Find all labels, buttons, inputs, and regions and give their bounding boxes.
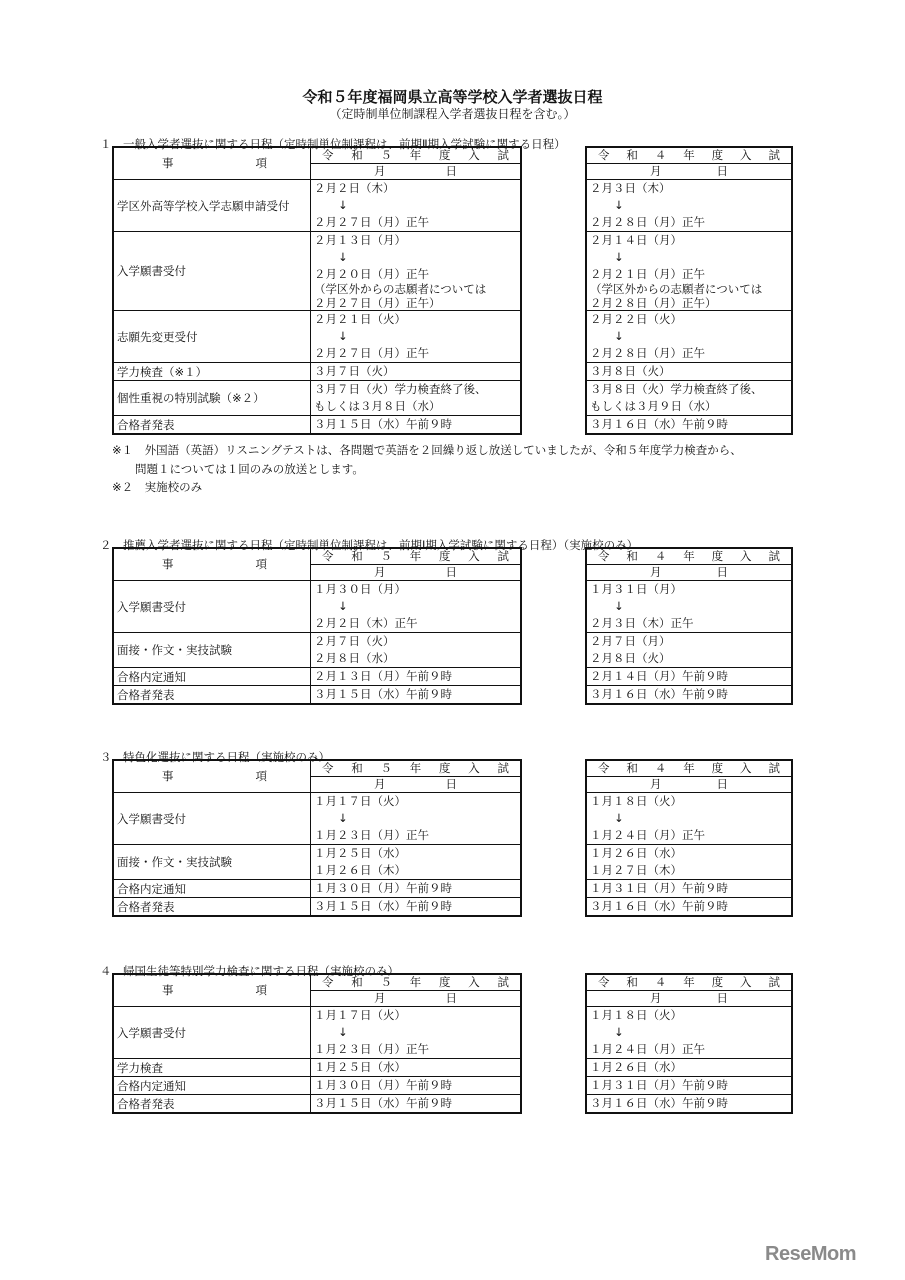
header-char: 入 [468,761,480,775]
table-row [113,1095,521,1114]
date-line: ２月３日（木） [590,181,671,195]
header-item [113,548,311,581]
date-line: ２月２２日（火） [590,312,682,326]
table-row [586,880,792,898]
date-line: １月３０日（月）午前９時 [314,881,452,895]
r4-dates [586,845,792,880]
header-char: 日 [445,777,457,791]
item-label: 面接・作文・実技試験 [113,845,311,880]
item-label: 面接・作文・実技試験 [113,633,311,668]
date-line: ３月７日（火）学力検査終了後、 [314,382,487,396]
r4-dates [586,793,792,845]
header-month-day [590,565,788,580]
header-char: 事 [162,557,174,571]
date-line: １月２６日（木） [314,863,406,877]
date-line: １月２４日（月）正午 [590,828,705,842]
header-char: 日 [716,991,728,1005]
header-char: 令 [598,975,610,989]
date-line: １月２３日（月）正午 [314,1042,429,1056]
date-line: ３月１６日（水）午前９時 [590,687,728,701]
table-row [586,232,792,311]
r4-dates [586,686,792,705]
table-row [113,311,521,363]
date-line: ２月３日（木）正午 [590,616,694,630]
item-label: 合格内定通知 [113,668,311,686]
header-char: 令 [322,549,334,563]
header-char: 度 [439,975,451,989]
r4-dates [586,311,792,363]
r4-dates [586,880,792,898]
header-char: 入 [468,975,480,989]
header-r4 [590,549,788,564]
header-char: 令 [598,761,610,775]
table-row [586,845,792,880]
date-line: １月１８日（火） [590,794,682,808]
table-row [113,1059,521,1077]
header-char: 度 [711,148,724,162]
header-char: 年 [683,148,695,162]
date-line: ２月２７日（月）正午） [314,295,441,310]
date-line: １月２３日（月）正午 [314,828,429,842]
table-row [113,845,521,880]
table-row [113,686,521,705]
r5-dates [311,1077,522,1095]
page-title: 令和５年度福岡県立高等学校入学者選抜日程 [302,88,603,106]
date-line: ２月１４日（月）午前９時 [590,669,728,683]
arrow-down-icon: ↓ [338,599,348,613]
header-char: 日 [445,991,457,1005]
r5-dates [311,1007,522,1059]
header-char: 月 [650,991,662,1005]
header-char: 度 [439,148,451,162]
header-char: ４ [654,148,667,162]
r4-dates [586,668,792,686]
item-label: 志願先変更受付 [113,311,311,363]
header-char: 日 [716,164,728,178]
header-char: 事 [162,983,174,997]
header-item [113,974,311,1007]
table-row [586,1059,792,1077]
table-row [113,1007,521,1059]
date-line: １月２５日（水） [314,1060,406,1074]
header-char: 和 [351,148,363,162]
r5-dates [311,668,522,686]
schedule-table-r5 [112,759,522,917]
header-char: 事 [162,769,174,783]
header-r4 [590,761,788,776]
header-char: 入 [740,975,752,989]
header-char: 月 [374,777,386,791]
header-char: 試 [497,549,509,563]
date-line: ３月８日（火） [590,364,671,378]
r5-dates [311,416,522,435]
date-line: １月２６日（水） [590,1060,682,1074]
header-char: 和 [351,975,363,989]
header-char: 試 [497,761,509,775]
section-title: ４ 帰国生徒等特別学力検査に関する日程（実施校のみ） [100,964,399,978]
date-line: ２月１３日（月）午前９時 [314,669,452,683]
date-line: １月３１日（月）午前９時 [590,881,728,895]
footnotes [112,441,742,497]
item-label: 合格者発表 [113,1095,311,1114]
header-month-day [590,777,788,792]
header-char: 試 [768,761,780,775]
header-char: 月 [650,565,662,579]
header-month-day [314,565,517,580]
date-line: １月３０日（月）午前９時 [314,1078,452,1092]
r4-dates [586,381,792,416]
header-r4 [590,148,788,163]
arrow-down-icon: ↓ [338,1025,348,1039]
item-label: 合格内定通知 [113,880,311,898]
table-row [113,363,521,381]
header-item [113,147,311,180]
date-line: ２月８日（水） [314,651,395,665]
date-line: もしくは３月９日（水） [590,399,717,413]
page-subtitle: （定時制単位制課程入学者選抜日程を含む。） [329,107,576,121]
schedule-table-r5 [112,547,522,705]
date-line: １月１７日（火） [314,1008,406,1022]
schedule-table-r4 [585,973,793,1114]
date-line: ２月２８日（月）正午） [590,295,717,310]
r4-dates [586,1007,792,1059]
r4-dates [586,1059,792,1077]
date-line: ２月８日（火） [590,651,671,665]
header-r5 [314,975,517,990]
item-label: 学力検査（※１） [113,363,311,381]
header-char: 試 [768,148,780,162]
date-line: ３月１５日（水）午前９時 [314,899,452,913]
schedule-table-r4 [585,146,793,435]
item-label: 合格者発表 [113,898,311,917]
r5-dates [311,686,522,705]
header-char: ５ [380,148,392,162]
header-char: 試 [497,148,509,162]
date-line: （学区外からの志願者については [590,282,763,296]
date-line: １月３１日（月） [590,582,682,596]
date-line: ２月２７日（月）正午 [314,215,429,229]
header-char: 度 [711,761,724,775]
header-char: 試 [497,975,509,989]
date-line: ３月１６日（水）午前９時 [590,899,728,913]
footnote: ※１ 外国語（英語）リスニングテストは、各問題で英語を２回繰り返し放送していましたが、令和５年度学力検査から、 [112,443,742,457]
header-char: 度 [711,549,724,563]
date-line: １月２５日（水） [314,846,406,860]
table-row [113,793,521,845]
item-label: 入学願書受付 [113,793,311,845]
header-char: 和 [351,761,363,775]
r4-dates [586,180,792,232]
table-row [113,880,521,898]
table-row [113,633,521,668]
header-char: 年 [409,761,422,775]
date-line: ２月１３日（月） [314,233,406,247]
r4-dates [586,232,792,311]
arrow-down-icon: ↓ [614,198,624,212]
r5-dates [311,581,522,633]
date-line: ２月２８日（月）正午 [590,215,705,229]
header-char: 入 [740,549,752,563]
header-r4 [590,975,788,990]
r5-dates [311,880,522,898]
arrow-down-icon: ↓ [338,198,348,212]
header-char: ４ [654,549,667,563]
arrow-down-icon: ↓ [338,811,348,825]
header-char: 和 [351,549,363,563]
header-month-day [314,991,517,1006]
table-row [113,581,521,633]
r5-dates [311,1095,522,1114]
r5-dates [311,793,522,845]
schedule-table-r5 [112,146,522,435]
date-line: ２月２７日（月）正午 [314,346,429,360]
r5-dates [311,381,522,416]
table-row [586,363,792,381]
header-char: 試 [768,549,780,563]
header-char: ５ [380,761,392,775]
header-char: 事 [162,156,174,170]
r5-dates [311,232,522,311]
header-char: 和 [626,148,638,162]
header-char: 年 [409,148,422,162]
item-label: 合格者発表 [113,686,311,705]
item-label: 学区外高等学校入学志願申請受付 [113,180,311,232]
section-title: １ 一般入学者選抜に関する日程（定時制単位制課程は、前期Ⅱ期入学試験に関する日程） [100,137,566,151]
header-char: 令 [598,148,610,162]
item-label: 入学願書受付 [113,232,311,311]
date-line: ２月２日（木） [314,181,395,195]
table-row [113,416,521,435]
header-char: 項 [255,156,267,170]
header-char: 和 [626,761,638,775]
date-line: ２月７日（火） [314,634,395,648]
table-row [586,668,792,686]
r4-dates [586,416,792,435]
header-char: 月 [650,777,662,791]
table-row [586,793,792,845]
arrow-down-icon: ↓ [338,250,348,264]
table-row [586,633,792,668]
item-label: 入学願書受付 [113,581,311,633]
footnote: ※２ 実施校のみ [112,480,203,494]
r4-dates [586,363,792,381]
date-line: １月１７日（火） [314,794,406,808]
date-line: ３月１５日（水）午前９時 [314,1096,452,1110]
r4-dates [586,633,792,668]
schedule-table-r4 [585,547,793,705]
header-char: 和 [626,549,638,563]
date-line: ２月７日（月） [590,634,671,648]
item-label: 学力検査 [113,1059,311,1077]
header-char: 年 [409,549,422,563]
arrow-down-icon: ↓ [338,329,348,343]
header-char: 日 [445,164,457,178]
header-char: 入 [468,549,480,563]
table-row [586,581,792,633]
table-row [113,898,521,917]
header-char: ５ [380,975,392,989]
header-char: 年 [409,975,422,989]
header-char: 令 [322,148,334,162]
date-line: １月２７日（木） [590,863,682,877]
table-row [586,416,792,435]
item-label: 個性重視の特別試験（※２） [113,381,311,416]
date-line: もしくは３月８日（水） [314,399,441,413]
date-line: ２月２８日（月）正午 [590,346,705,360]
date-line: ２月２日（木）正午 [314,616,418,630]
date-line: ３月７日（火） [314,364,395,378]
header-month-day [314,777,517,792]
arrow-down-icon: ↓ [614,250,624,264]
date-line: ２月２１日（月）正午 [590,267,705,281]
table-row [113,1077,521,1095]
header-r5 [314,761,517,776]
table-row [586,686,792,705]
header-char: 日 [716,777,728,791]
resemom-logo: ReseMom [765,1243,856,1265]
item-label: 入学願書受付 [113,1007,311,1059]
schedule-table-r5 [112,973,522,1114]
header-char: 度 [439,549,451,563]
table-row [586,381,792,416]
header-month-day [590,991,788,1006]
header-char: 年 [683,761,695,775]
r4-dates [586,1077,792,1095]
header-char: 度 [711,975,724,989]
header-char: 令 [322,975,334,989]
item-label: 合格内定通知 [113,1077,311,1095]
date-line: ３月１５日（水）午前９時 [314,417,452,431]
date-line: ３月１５日（水）午前９時 [314,687,452,701]
date-line: ２月１４日（月） [590,233,682,247]
header-char: 入 [740,148,752,162]
footnote: 問題１については１回のみの放送とします。 [112,461,364,476]
date-line: １月１８日（火） [590,1008,682,1022]
r4-dates [586,581,792,633]
r5-dates [311,363,522,381]
table-row [586,1095,792,1114]
date-line: ２月２０日（月）正午 [314,267,429,281]
date-line: （学区外からの志願者については [314,282,487,296]
date-line: １月３０日（月） [314,582,406,596]
arrow-down-icon: ↓ [614,1025,624,1039]
arrow-down-icon: ↓ [614,329,624,343]
header-month-day [590,164,788,179]
section-title: ２ 推薦入学者選抜に関する日程（定時制単位制課程は、前期Ⅰ期入学試験に関する日程）（実施校のみ） [100,538,639,552]
header-r5 [314,148,517,163]
header-month-day [314,164,517,179]
r4-dates [586,1095,792,1114]
table-row [586,311,792,363]
header-char: ４ [654,975,667,989]
header-char: 入 [468,148,480,162]
table-row [113,381,521,416]
header-char: 令 [598,549,610,563]
header-char: 度 [439,761,451,775]
schedule-table-r4 [585,759,793,917]
header-item [113,760,311,793]
table-row [586,898,792,917]
header-char: 項 [255,769,267,783]
r5-dates [311,845,522,880]
r5-dates [311,898,522,917]
header-char: 和 [626,975,638,989]
date-line: ３月１６日（水）午前９時 [590,1096,728,1110]
header-char: 日 [716,565,728,579]
table-row [586,180,792,232]
header-char: 試 [768,975,780,989]
header-char: 月 [650,164,662,178]
header-char: ４ [654,761,667,775]
date-line: ３月１６日（水）午前９時 [590,417,728,431]
date-line: ３月８日（火）学力検査終了後、 [590,382,763,396]
header-char: ５ [380,549,392,563]
arrow-down-icon: ↓ [614,599,624,613]
r4-dates [586,898,792,917]
header-char: 月 [374,565,386,579]
date-line: １月２４日（月）正午 [590,1042,705,1056]
header-char: 月 [374,991,386,1005]
r5-dates [311,311,522,363]
r5-dates [311,633,522,668]
header-char: 項 [255,983,267,997]
r5-dates [311,180,522,232]
section-title: ３ 特色化選抜に関する日程（実施校のみ） [100,750,330,764]
header-char: 年 [683,975,695,989]
table-row [586,1077,792,1095]
header-char: 月 [374,164,386,178]
header-char: 項 [255,557,267,571]
header-char: 入 [740,761,752,775]
table-row [586,1007,792,1059]
arrow-down-icon: ↓ [614,811,624,825]
table-row [113,668,521,686]
date-line: ２月２１日（火） [314,312,406,326]
item-label: 合格者発表 [113,416,311,435]
header-char: 年 [683,549,695,563]
header-char: 令 [322,761,334,775]
table-row [113,232,521,311]
header-char: 日 [445,565,457,579]
date-line: １月３１日（月）午前９時 [590,1078,728,1092]
table-row [113,180,521,232]
header-r5 [314,549,517,564]
date-line: １月２６日（水） [590,846,682,860]
r5-dates [311,1059,522,1077]
